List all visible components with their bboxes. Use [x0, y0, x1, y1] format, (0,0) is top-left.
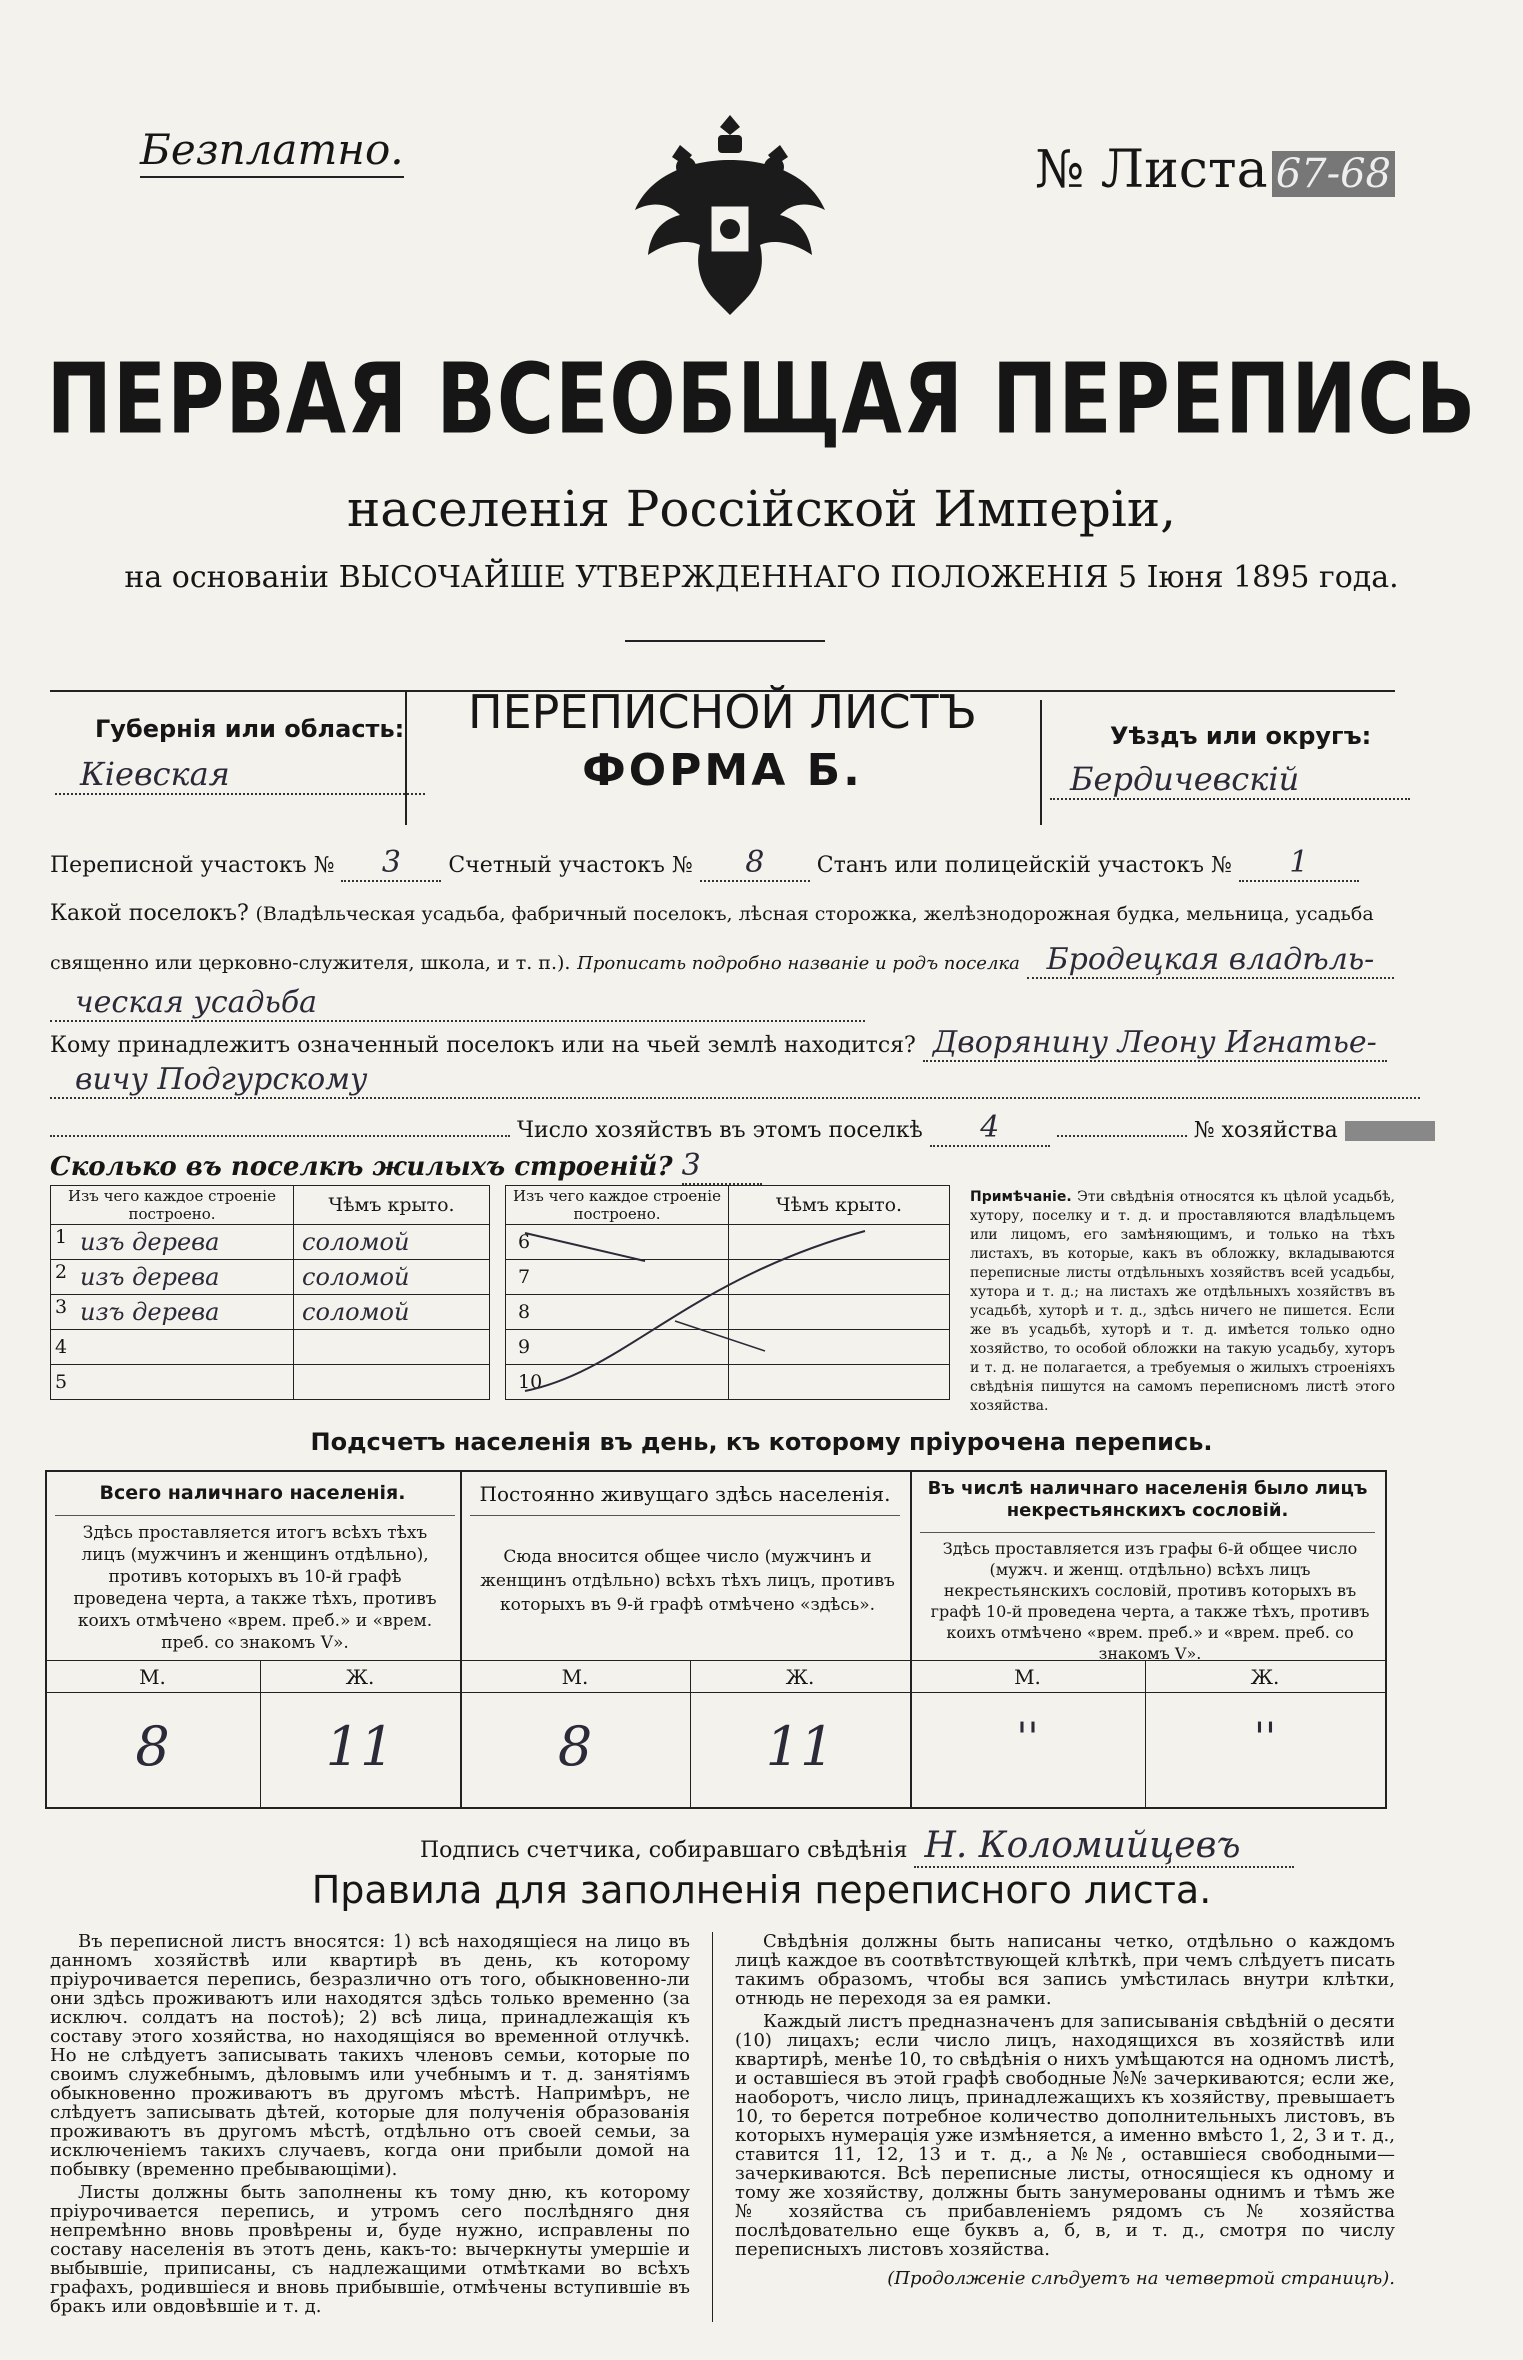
owner-value-1: Дворянину Леону Игнатье-: [923, 1025, 1387, 1062]
settlement-value-1: Бродецкая владѣль-: [1027, 942, 1395, 979]
sheet-number-value: 67-68: [1272, 151, 1395, 197]
settlement-instruction: Прописать подробно названіе и родъ поселка: [577, 953, 1020, 974]
rules-paragraph: Каждый листъ предназначенъ для записыванія свѣдѣній о десяти (10) лицахъ; если число лицъ, находящихся въ хозяйствѣ или квартирѣ, менѣе 10, то свѣдѣнія о нихъ умѣщаются на одномъ листѣ, и оставшіеся въ этой графѣ свободные №№ зачеркиваются; если же, наоборотъ, число лицъ, принадлежащихъ къ хозяйству, превышаетъ 10, то берется потребное количество дополнительныхъ листовъ, въ которыхъ нумерація уже измѣняется, а именно вмѣсто 1, 2, 3 и т. д., ставится 11, 12, 13 и т. д., а №№, оставшіеся свободными—зачеркиваются. Всѣ переписные листы, относящіеся къ одному и тому же хозяйству, должны быть занумерованы однимъ и тѣмъ же № хозяйства съ прибавленіемъ рядомъ съ № хозяйства послѣдовательно еще буквъ а, б, в, и т. д., смотря по числу переписныхъ листовъ хозяйства.: [735, 2011, 1395, 2260]
m-label: М.: [1014, 1665, 1041, 1689]
buildings-line: [50, 1148, 762, 1185]
counting-district-value: 8: [700, 845, 810, 882]
subtitle: населенія Россійской Имперіи,: [346, 480, 1177, 538]
buildings-label: Сколько въ поселкѣ жилыхъ строеній?: [50, 1152, 673, 1182]
table-row: [51, 1225, 490, 1260]
rules-paragraph: Въ переписной листъ вносятся: 1) всѣ находящіеся на лицо въ данномъ хозяйствѣ или квартирѣ въ день, къ которому пріурочивается перепись, безразлично отъ того, обыкновенно-ли они здѣсь проживаютъ или находятся здѣсь только временно (за исключ. солдатъ на постоѣ); 2) всѣ лица, принадлежащія къ составу этого хозяйства, но находящіяся во временной отлучкѣ. Но не слѣдуетъ записывать такихъ членовъ семьи, которые по своимъ служебнымъ, дѣловымъ или учебнымъ и т. д. занятіямъ обыкновенно проживаютъ въ другомъ мѣстѣ. Напримѣръ, не слѣдуетъ записывать дѣтей, которые для полученія образованія проживаютъ въ другомъ мѣстѣ, отдѣльно отъ своей семьи, за исключеніемъ такихъ случаевъ, когда они прибыли домой на побывку (временно пребывающіми).: [50, 1931, 690, 2180]
col3-desc: Здѣсь проставляется изъ графы 6-й общее число (мужч. и женщ. отдѣльно) всѣхъ лицъ некрестьянскихъ сословій, противъ которыхъ въ графѣ 10-й проведена черта, а также тѣхъ, противъ коихъ отмѣчено «врем. преб.» и «врем. преб. со знакомъ V».: [930, 1539, 1370, 1663]
uezd-label: Уѣздъ или округъ:: [1110, 722, 1372, 750]
material-cell: 10: [506, 1365, 729, 1400]
rules-title: Правила для заполненія переписного листа.: [311, 1868, 1212, 1912]
col-material-header: Изъ чего каждое строеніе построено.: [51, 1186, 294, 1225]
roof-cell: соломой: [294, 1260, 490, 1295]
f-label: Ж.: [345, 1665, 375, 1689]
households-leader: [50, 1135, 510, 1137]
col2-rule: [470, 1515, 900, 1516]
rules-left-column: [50, 1932, 690, 2320]
census-district-label: Переписной участокъ №: [50, 853, 335, 878]
material-cell: 6: [506, 1225, 729, 1260]
pop-mf-line: [45, 1692, 1385, 1693]
col3-rule: [920, 1532, 1375, 1533]
col1-rule: [55, 1515, 455, 1516]
total-male: 8: [135, 1715, 170, 1778]
f-label: Ж.: [785, 1665, 815, 1689]
nonpeasant-male: '': [1016, 1715, 1039, 1761]
household-no-redacted: [1345, 1121, 1435, 1141]
gubernia-label: Губернія или область:: [95, 715, 405, 743]
material-cell: 1 изъ дерева: [51, 1225, 294, 1260]
col-material-header: Изъ чего каждое строеніе построено.: [506, 1186, 729, 1225]
census-district-value: 3: [341, 845, 441, 882]
col1-title: Всего наличнаго населенія.: [99, 1482, 406, 1504]
form-box-divider-right: [1040, 700, 1042, 825]
buildings-table-left: [50, 1185, 490, 1400]
note-heading: Примѣчаніе.: [970, 1189, 1072, 1205]
m-label: М.: [139, 1665, 166, 1689]
free-label: Безплатно.: [140, 125, 404, 178]
f-label: Ж.: [1250, 1665, 1280, 1689]
rules-continued: (Продолженіе слѣдуетъ на четвертой страницѣ).: [887, 2268, 1395, 2289]
strikeout-mark: [505, 1221, 950, 1401]
roof-cell: соломой: [294, 1225, 490, 1260]
owner-label: Кому принадлежитъ означенный поселокъ или на чьей землѣ находится?: [50, 1033, 916, 1058]
m-label: М.: [561, 1665, 589, 1689]
households-gap: [1057, 1135, 1187, 1137]
sheet-title: ПЕРЕПИСНОЙ ЛИСТЪ: [468, 685, 977, 739]
gubernia-value: Кіевская: [55, 755, 425, 795]
material-cell: 4: [51, 1330, 294, 1365]
col-roof-header: Чѣмъ крыто.: [729, 1186, 950, 1225]
divider: [625, 640, 825, 642]
households-value: 4: [930, 1110, 1050, 1147]
rules-divider: [712, 1932, 713, 2322]
sheet-number: [1035, 140, 1395, 200]
stan-label: Станъ или полицейскій участокъ №: [816, 853, 1232, 878]
material-cell: 5: [51, 1365, 294, 1400]
households-label: Число хозяйствъ въ этомъ поселкѣ: [517, 1118, 923, 1143]
signature-value: Н. Коломийцевъ: [914, 1825, 1294, 1868]
household-no-label: № хозяйства: [1193, 1118, 1338, 1143]
sheet-number-label: № Листа: [1035, 140, 1268, 200]
basis-line: на основаніи ВЫСОЧАЙШЕ УТВЕРЖДЕННАГО ПОЛОЖЕНІЯ 5 Іюня 1895 года.: [124, 560, 1399, 595]
material-cell: 7: [506, 1260, 729, 1295]
roof-cell: [294, 1330, 490, 1365]
rules-paragraph: Свѣдѣнія должны быть написаны четко, отдѣльно о каждомъ лицѣ каждое въ соотвѣтствующей клѣткѣ, при чемъ слѣдуетъ писать такимъ образомъ, чтобы вся запись умѣстилась внутри клѣтки, отнюдь не переходя за ея рамки.: [735, 1931, 1395, 2009]
signature-label: Подпись счетчика, собиравшаго свѣдѣнія: [420, 1838, 908, 1863]
settlement-block: [50, 890, 1395, 987]
col1-desc: Здѣсь проставляется итогъ всѣхъ тѣхъ лицъ (мужчинъ и женщинъ отдѣльно), противъ которыхъ въ 10-й графѣ проведена черта, а также тѣхъ, противъ коихъ отмѣчено «врем. преб.» и «врем. преб. со знакомъ V».: [73, 1523, 437, 1653]
table-row: [51, 1260, 490, 1295]
rules-paragraph: Листы должны быть заполнены къ тому дню, къ которому пріурочивается перепись, и утромъ сего послѣдняго дня непремѣнно вновь провѣрены и, буде нужно, исправлены по составу населенія въ этотъ день, какъ-то: вычеркнуты умершіе и выбывшіе, приписаны, съ надлежащими отмѣтками во всѣхъ графахъ, родившіеся и вновь прибывшіе, отмѣчены вступившіе въ бракъ или овдовѣвшіе и т. д.: [50, 2182, 690, 2317]
total-female: 11: [325, 1715, 395, 1778]
material-cell: 8: [506, 1295, 729, 1330]
note-text: Эти свѣдѣнія относятся къ цѣлой усадьбѣ, хутору, поселку и т. д. и проставляются владѣльцемъ или лицомъ, его замѣняющимъ, и только на тѣхъ листахъ, въ которые, какъ въ обложку, вкладываются переписные листы отдѣльныхъ хозяйствъ всей усадьбы, хутора и т. д.; на листахъ же отдѣльныхъ хозяйствъ въ усадьбѣ, хуторѣ и т. д., здѣсь ничего не пишется. Если же въ усадьбѣ, хуторѣ и т. д. имѣется только одно хозяйство, то особой обложки на такую усадьбу, хуторъ и т. д. не полагается, а требуемыя о жилыхъ строеніяхъ свѣдѣнія пишутся на самомъ переписномъ листѣ этого хозяйства.: [970, 1189, 1395, 1414]
settlement-note: (Владѣльческая усадьба, фабричный поселокъ, лѣсная сторожка, желѣзнодорожная будка, мельница, усадьба священно или церковно-служителя, школа, и т. п.).: [50, 903, 1374, 974]
uezd-value: Бердичевскій: [1050, 760, 1410, 800]
roof-cell: соломой: [294, 1295, 490, 1330]
imperial-eagle-icon: [620, 105, 840, 325]
households-line: [50, 1110, 1395, 1147]
nonpeasant-female: '': [1254, 1715, 1276, 1761]
owner-value-2: вичу Подгурскому: [50, 1062, 1420, 1099]
main-title: ПЕРВАЯ ВСЕОБЩАЯ ПЕРЕПИСЬ: [46, 343, 1477, 457]
form-label: ФОРМА Б.: [582, 745, 863, 796]
note: [970, 1188, 1395, 1416]
material-cell: 2 изъ дерева: [51, 1260, 294, 1295]
table-row: [51, 1365, 490, 1400]
material-cell: 3 изъ дерева: [51, 1295, 294, 1330]
settlement-value-2: ческая усадьба: [50, 985, 865, 1022]
col3-title: Въ числѣ наличнаго населенія было лицъ некрестьянскихъ сословій.: [927, 1478, 1368, 1521]
col2-title: Постоянно живущаго здѣсь населенія.: [479, 1482, 891, 1506]
material-cell: 9: [506, 1330, 729, 1365]
signature-line: [420, 1825, 1294, 1868]
perm-female: 11: [765, 1715, 835, 1778]
settlement-label: Какой поселокъ?: [50, 901, 249, 926]
perm-male: 8: [557, 1715, 593, 1778]
district-line: [50, 845, 1359, 882]
owner-line: [50, 1025, 1387, 1060]
rules-right-column: [735, 1932, 1395, 2292]
table-row: [51, 1295, 490, 1330]
table-row: [51, 1330, 490, 1365]
population-heading: Подсчетъ населенія въ день, къ которому пріурочена перепись.: [310, 1428, 1213, 1456]
col2-desc: Сюда вносится общее число (мужчинъ и женщинъ отдѣльно) всѣхъ тѣхъ лицъ, противъ которыхъ въ 9-й графѣ отмѣчено «здѣсь».: [480, 1547, 895, 1615]
buildings-value: 3: [682, 1148, 762, 1185]
counting-district-label: Счетный участокъ №: [448, 853, 693, 878]
stan-value: 1: [1239, 845, 1359, 882]
roof-cell: [294, 1365, 490, 1400]
col-roof-header: Чѣмъ крыто.: [294, 1186, 490, 1225]
